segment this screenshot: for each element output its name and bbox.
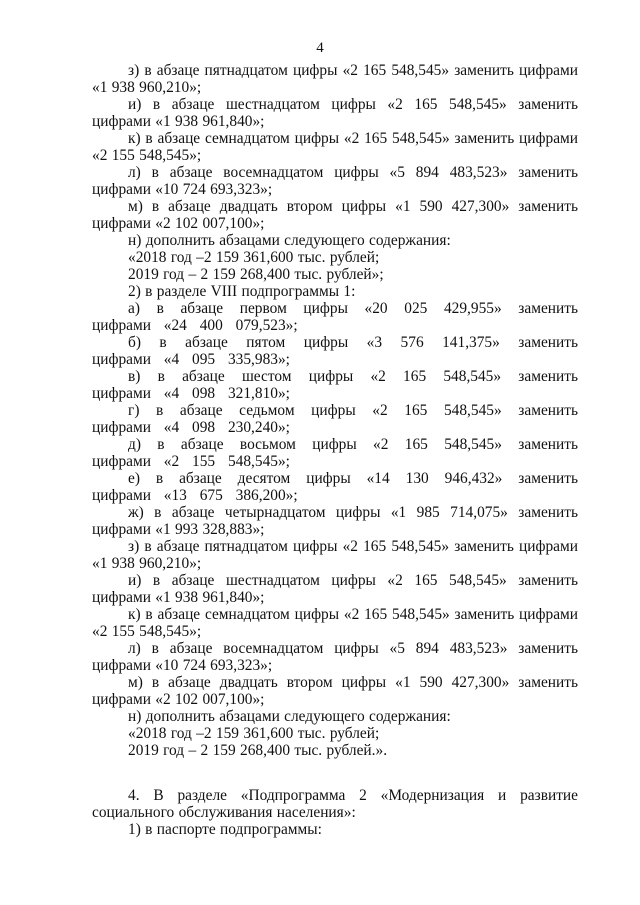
paragraph-m-2: м) в абзаце двадцать втором цифры «1 590 427,300» заменить цифрами «2 102 007,100»;	[92, 674, 578, 708]
paragraph-a: а) в абзаце первом цифры «20 025 429,955» заменить цифрами «24 400 079,523»;	[92, 300, 578, 334]
page-number: 4	[316, 40, 324, 56]
paragraph-e: е) в абзаце десятом цифры «14 130 946,432» заменить цифрами «13 675 386,200»;	[92, 470, 578, 504]
paragraph-m-1: м) в абзаце двадцать втором цифры «1 590 427,300» заменить цифрами «2 102 007,100»;	[92, 198, 578, 232]
paragraph-z-1: з) в абзаце пятнадцатом цифры «2 165 548,545» заменить цифрами «1 938 960,210»;	[92, 62, 578, 96]
document-body	[92, 62, 578, 838]
paragraph-gap	[92, 759, 578, 787]
paragraph-l-2: л) в абзаце восемнадцатом цифры «5 894 483,523» заменить цифрами «10 724 693,323»;	[92, 640, 578, 674]
paragraph-b: б) в абзаце пятом цифры «3 576 141,375» заменить цифрами «4 095 335,983»;	[92, 334, 578, 368]
paragraph-d: д) в абзаце восьмом цифры «2 165 548,545» заменить цифрами «2 155 548,545»;	[92, 436, 578, 470]
paragraph-k-2: к) в абзаце семнадцатом цифры «2 165 548,545» заменить цифрами «2 155 548,545»;	[92, 606, 578, 640]
paragraph-2018-2: «2018 год –2 159 361,600 тыс. рублей;	[128, 725, 380, 742]
paragraph-i-2: и) в абзаце шестнадцатом цифры «2 165 548,545» заменить цифрами «1 938 961,840»;	[92, 572, 578, 606]
paragraph-n-1: н) дополнить абзацами следующего содержания:	[128, 232, 451, 249]
paragraph-i-1: и) в абзаце шестнадцатом цифры «2 165 548,545» заменить цифрами «1 938 961,840»;	[92, 96, 578, 130]
paragraph-zh: ж) в абзаце четырнадцатом цифры «1 985 714,075» заменить цифрами «1 993 328,883»;	[92, 504, 578, 538]
paragraph-section-4: 4. В разделе «Подпрограмма 2 «Модернизация и развитие социального обслуживания населения»:	[92, 787, 578, 821]
paragraph-passport: 1) в паспорте подпрограммы:	[128, 821, 322, 838]
paragraph-2019-2: 2019 год – 2 159 268,400 тыс. рублей.».	[128, 742, 388, 759]
paragraph-l-1: л) в абзаце восемнадцатом цифры «5 894 483,523» заменить цифрами «10 724 693,323»;	[92, 164, 578, 198]
paragraph-section-viii: 2) в разделе VIII подпрограммы 1:	[128, 283, 356, 300]
paragraph-2019-1: 2019 год – 2 159 268,400 тыс. рублей»;	[128, 266, 384, 283]
paragraph-v: в) в абзаце шестом цифры «2 165 548,545» заменить цифрами «4 098 321,810»;	[92, 368, 578, 402]
paragraph-z-2: з) в абзаце пятнадцатом цифры «2 165 548,545» заменить цифрами «1 938 960,210»;	[92, 538, 578, 572]
paragraph-g: г) в абзаце седьмом цифры «2 165 548,545» заменить цифрами «4 098 230,240»;	[92, 402, 578, 436]
paragraph-k-1: к) в абзаце семнадцатом цифры «2 165 548,545» заменить цифрами «2 155 548,545»;	[92, 130, 578, 164]
paragraph-2018-1: «2018 год –2 159 361,600 тыс. рублей;	[128, 249, 380, 266]
paragraph-n-2: н) дополнить абзацами следующего содержания:	[128, 708, 451, 725]
